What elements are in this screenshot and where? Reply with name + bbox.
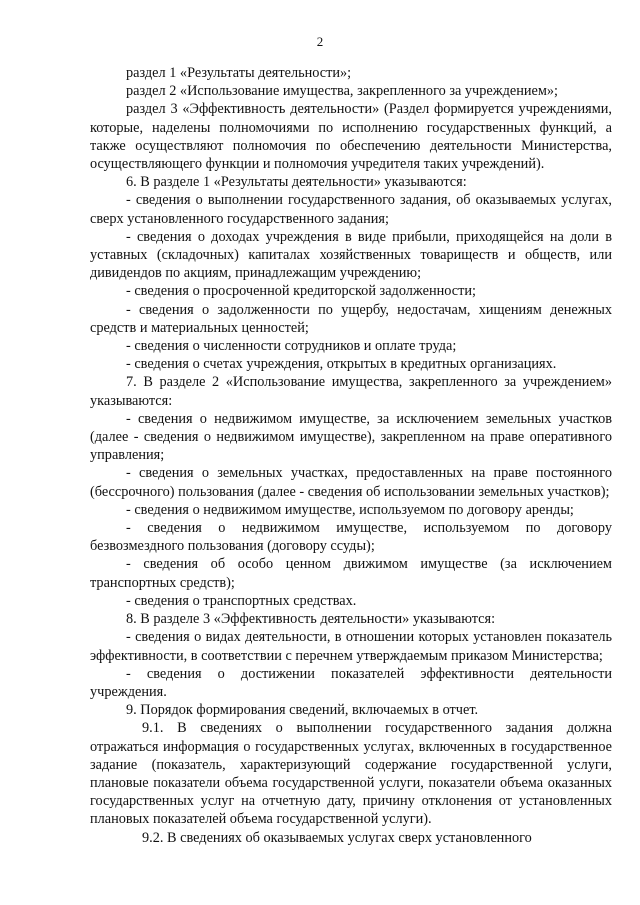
paragraph-item-9-2: 9.2. В сведениях об оказываемых услугах сверх установленного: [142, 829, 532, 846]
list-item: - сведения о выполнении государственного задания, об оказываемых услугах, сверх установленного государственного задания;: [90, 192, 612, 227]
list-item: - сведения о земельных участках, предоставленных на праве постоянного (бессрочного) пользования (далее - сведения об использовании земельных участков);: [90, 465, 612, 500]
list-item: - сведения о недвижимом имуществе, используемом по договору безвозмездного пользования (договору ссуды);: [90, 520, 612, 555]
list-item: - сведения о недвижимом имуществе, используемом по договору аренды;: [126, 501, 574, 518]
list-item: - сведения о достижении показателей эффективности деятельности учреждения.: [90, 665, 612, 700]
paragraph-item-9-1: 9.1. В сведениях о выполнении государственного задания должна отражаться информация о государственных услугах, включенных в государственное задание (показатель, характеризующий содержание государственной услуги, плановые показатели объема государственной услуги, показатели объема оказанных государственных услуг на отчетную дату, причину отклонения от установленных плановых показателей объема государственной услуги).: [90, 720, 612, 828]
paragraph-item-8: 8. В разделе 3 «Эффективность деятельности» указываются:: [126, 611, 496, 628]
list-item: - сведения о недвижимом имуществе, за исключением земельных участков (далее - сведения о недвижимом имуществе), закрепленном на праве оперативного управления;: [90, 410, 612, 464]
list-item: - сведения о задолженности по ущербу, недостачам, хищениям денежных средств и материальных ценностей;: [90, 301, 612, 336]
list-item: - сведения о численности сотрудников и оплате труда;: [126, 338, 457, 355]
list-item: - сведения о видах деятельности, в отношении которых установлен показатель эффективности, в соответствии с перечнем утверждаемым приказом Министерства;: [90, 629, 612, 664]
document-body: [90, 64, 612, 847]
list-item: - сведения о доходах учреждения в виде прибыли, приходящейся на доли в уставных (складочных) капиталах хозяйственных товариществ и обществ, или дивидендов по акциям, принадлежащим учреждению;: [90, 228, 612, 282]
paragraph-section-1: раздел 1 «Результаты деятельности»;: [126, 65, 352, 81]
paragraph-section-2: раздел 2 «Использование имущества, закрепленного за учреждением»;: [126, 83, 559, 100]
paragraph-item-6: 6. В разделе 1 «Результаты деятельности» указываются:: [126, 174, 467, 191]
paragraph-item-7: 7. В разделе 2 «Использование имущества, закрепленного за учреждением» указываются:: [90, 374, 612, 409]
list-item: - сведения о счетах учреждения, открытых в кредитных организациях.: [126, 356, 557, 373]
paragraph-section-3: раздел 3 «Эффективность деятельности» (Раздел формируется учреждениями, которые, наделены полномочиями по исполнению государственных функций, а также осуществляют полномочия по обеспечению деятельности Министерства, осуществляющего функции и полномочия учредителя таких учреждений).: [90, 101, 612, 173]
list-item: - сведения о просроченной кредиторской задолженности;: [126, 283, 476, 300]
paragraph-item-9: 9. Порядок формирования сведений, включаемых в отчет.: [126, 702, 479, 719]
list-item: - сведения об особо ценном движимом имуществе (за исключением транспортных средств);: [90, 556, 612, 591]
list-item: - сведения о транспортных средствах.: [126, 592, 357, 609]
page-number: 2: [316, 34, 324, 49]
